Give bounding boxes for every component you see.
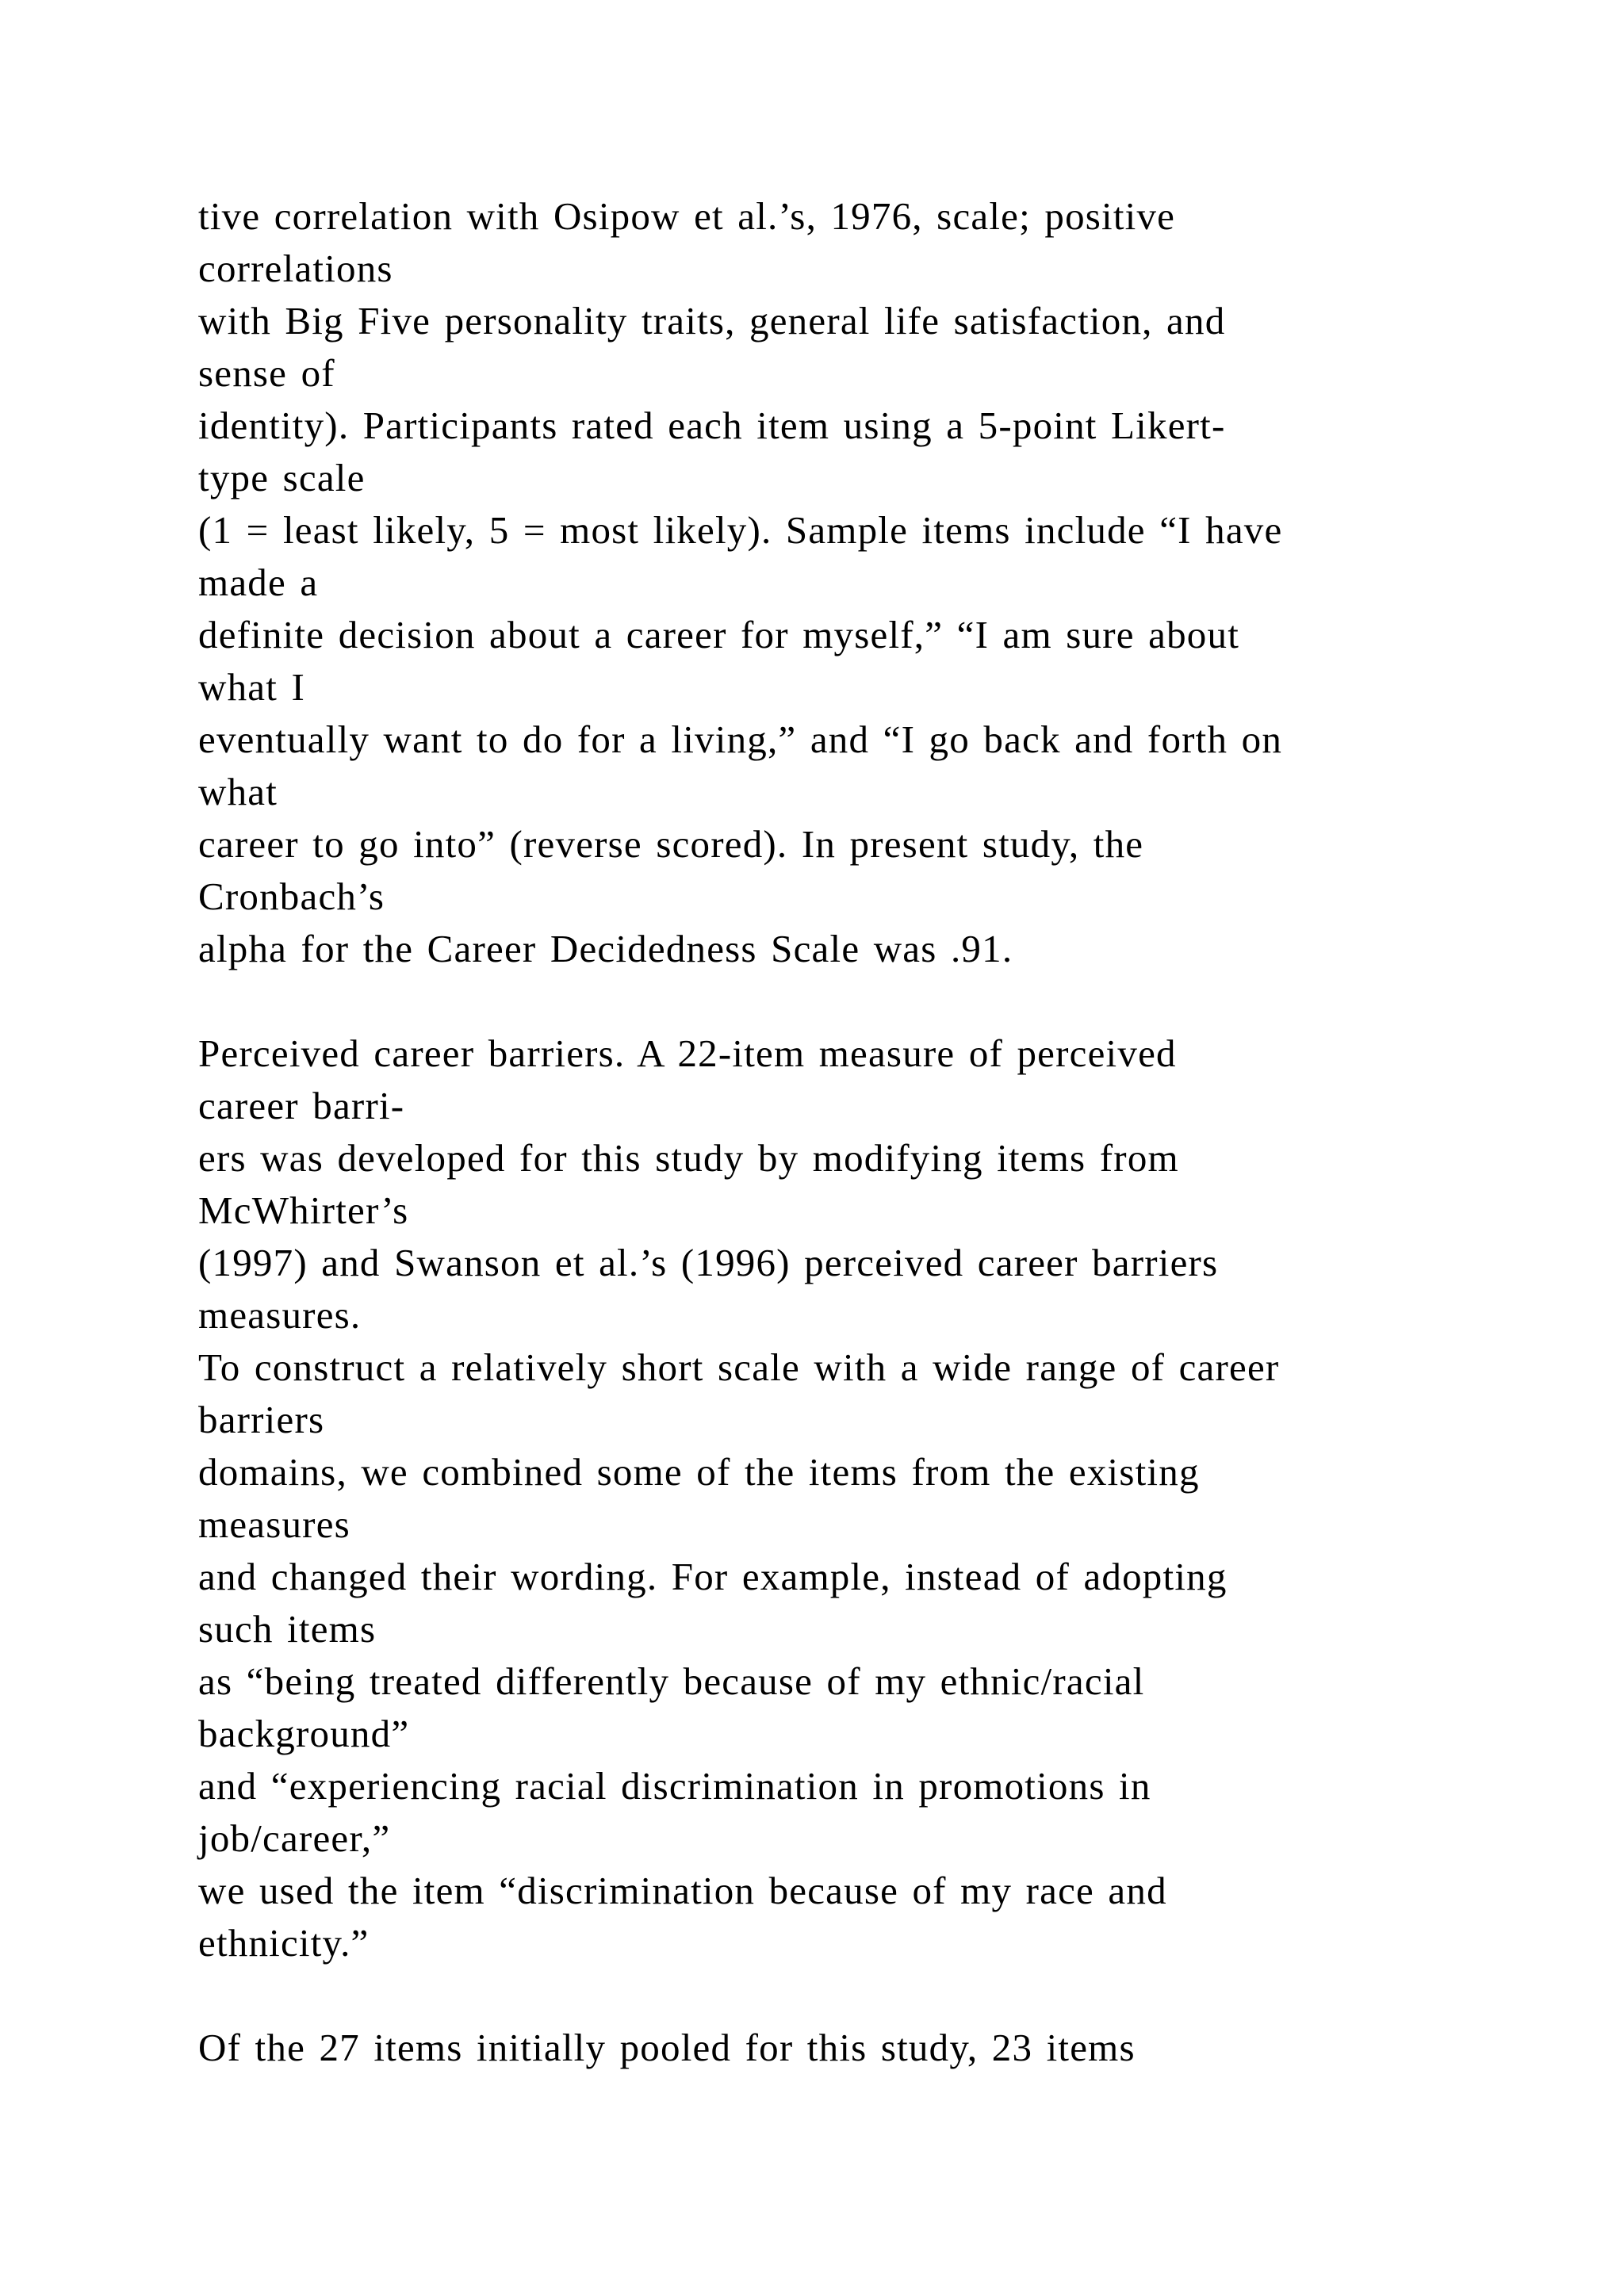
text-line: correlations bbox=[198, 247, 393, 290]
text-line: alpha for the Career Decidedness Scale was .91. bbox=[198, 927, 1013, 970]
text-line: ethnicity.” bbox=[198, 1921, 370, 1965]
text-line: barriers bbox=[198, 1398, 325, 1441]
paragraph-gap bbox=[198, 975, 1507, 1027]
text-line: tive correlation with Osipow et al.’s, 1976, scale; positive bbox=[198, 194, 1176, 238]
text-line: domains, we combined some of the items from the existing bbox=[198, 1450, 1200, 1494]
text-line: measures. bbox=[198, 1293, 362, 1337]
text-line: definite decision about a career for myself,” “I am sure about bbox=[198, 613, 1240, 656]
paragraph-perceived-career-barriers bbox=[198, 1027, 1507, 1969]
text-line: career to go into” (reverse scored). In present study, the bbox=[198, 822, 1144, 866]
text-line: eventually want to do for a living,” and “I go back and forth on bbox=[198, 718, 1283, 761]
text-line: (1 = least likely, 5 = most likely). Sample items include “I have bbox=[198, 508, 1283, 552]
text-line: ers was developed for this study by modifying items from bbox=[198, 1136, 1179, 1180]
paragraph-item-pool bbox=[198, 2022, 1507, 2074]
text-line: To construct a relatively short scale with a wide range of career bbox=[198, 1345, 1280, 1389]
text-line: such items bbox=[198, 1607, 377, 1651]
text-line: McWhirter’s bbox=[198, 1188, 409, 1232]
text-line: made a bbox=[198, 561, 319, 604]
text-line: identity). Participants rated each item using a 5-point Likert- bbox=[198, 404, 1226, 447]
text-line: and changed their wording. For example, instead of adopting bbox=[198, 1555, 1228, 1598]
text-line: Cronbach’s bbox=[198, 874, 385, 918]
text-line: measures bbox=[198, 1502, 350, 1546]
text-line: Of the 27 items initially pooled for this study, 23 items bbox=[198, 2026, 1136, 2069]
text-line: Perceived career barriers. A 22-item measure of perceived bbox=[198, 1031, 1177, 1075]
text-line: as “being treated differently because of my ethnic/racial bbox=[198, 1659, 1145, 1703]
text-line: career barri- bbox=[198, 1084, 405, 1127]
text-line: what I bbox=[198, 665, 306, 709]
text-line: background” bbox=[198, 1712, 410, 1755]
text-line: with Big Five personality traits, general life satisfaction, and bbox=[198, 299, 1226, 342]
text-line: (1997) and Swanson et al.’s (1996) perceived career barriers bbox=[198, 1241, 1219, 1284]
paragraph-gap bbox=[198, 1969, 1507, 2022]
body-text bbox=[198, 190, 1507, 2074]
text-line: job/career,” bbox=[198, 1816, 391, 1860]
text-line: what bbox=[198, 770, 278, 813]
text-line: we used the item “discrimination because of my race and bbox=[198, 1869, 1167, 1912]
paragraph-career-decidedness bbox=[198, 190, 1507, 975]
text-line: and “experiencing racial discrimination in promotions in bbox=[198, 1764, 1151, 1808]
text-line: type scale bbox=[198, 456, 366, 499]
text-line: sense of bbox=[198, 351, 335, 395]
